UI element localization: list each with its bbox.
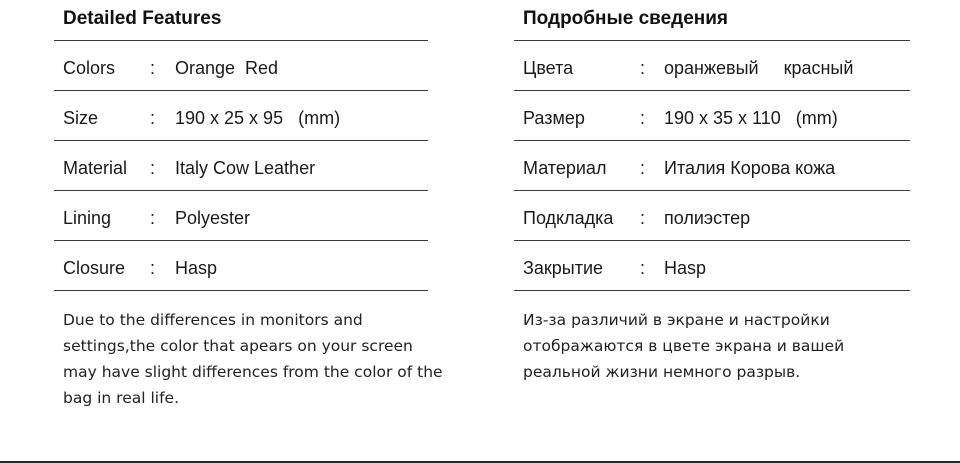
row-separator: :	[150, 58, 156, 78]
row-value: Hasp	[175, 258, 218, 278]
row-value: Orange Red	[175, 58, 279, 78]
row-separator: :	[640, 258, 646, 278]
russian-heading: Подробные сведения	[514, 0, 910, 41]
english-row-closure	[54, 241, 428, 291]
row-value: 190 x 25 x 95 (mm)	[175, 108, 341, 128]
english-row-colors	[54, 41, 428, 91]
english-row-size	[54, 91, 428, 141]
row-separator: :	[640, 108, 646, 128]
russian-row-closure	[514, 241, 910, 291]
english-features-panel	[54, 0, 443, 407]
english-row-material	[54, 141, 428, 191]
row-value: Италия Корова кожа	[664, 158, 836, 178]
row-label: Size	[63, 108, 99, 128]
russian-row-lining	[514, 191, 910, 241]
row-label: Размер	[523, 108, 585, 128]
row-label: Material	[63, 158, 128, 178]
row-label: Цвета	[523, 58, 574, 78]
russian-row-size	[514, 91, 910, 141]
russian-features-panel	[514, 0, 910, 381]
row-value: Hasp	[664, 258, 707, 278]
row-value: 190 x 35 x 110 (mm)	[664, 108, 838, 128]
row-separator: :	[150, 208, 156, 228]
row-label: Материал	[523, 158, 607, 178]
row-value: Polyester	[175, 208, 251, 228]
row-label: Closure	[63, 258, 126, 278]
row-value: Italy Cow Leather	[175, 158, 316, 178]
row-value: полиэстер	[664, 208, 751, 228]
row-separator: :	[640, 208, 646, 228]
row-separator: :	[150, 258, 156, 278]
english-heading: Detailed Features	[54, 0, 428, 41]
row-separator: :	[150, 108, 156, 128]
row-label: Подкладка	[523, 208, 614, 228]
row-separator: :	[640, 158, 646, 178]
row-label: Закрытие	[523, 258, 604, 278]
row-label: Lining	[63, 208, 112, 228]
russian-row-colors	[514, 41, 910, 91]
row-label: Colors	[63, 58, 116, 78]
row-value: оранжевый красный	[664, 58, 854, 78]
row-separator: :	[640, 58, 646, 78]
russian-disclaimer: Из-за различий в экране и настройки отображаются в цвете экрана и вашей реальной жизни немного разрыв.	[523, 311, 845, 381]
russian-row-material	[514, 141, 910, 191]
english-disclaimer: Due to the differences in monitors and settings,the color that apears on your screen may have slight differences from the color of the bag in real life.	[63, 311, 443, 407]
english-row-lining	[54, 191, 428, 241]
row-separator: :	[150, 158, 156, 178]
